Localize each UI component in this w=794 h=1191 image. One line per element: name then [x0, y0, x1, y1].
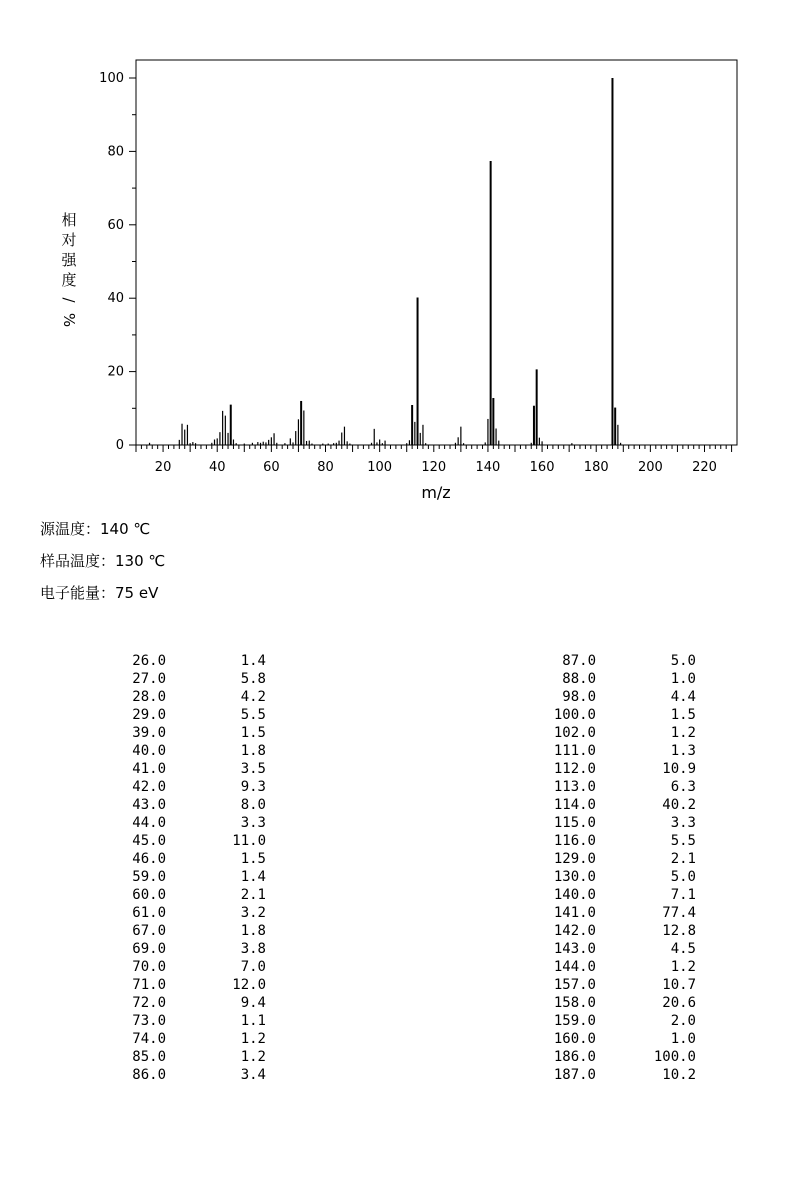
mz-value: 40.0: [132, 743, 166, 759]
intensity-value: 1.0: [670, 671, 696, 687]
table-row: [520, 1066, 710, 1084]
mz-value: 130.0: [553, 869, 596, 885]
mz-value: 113.0: [553, 779, 596, 795]
intensity-value: 12.8: [662, 923, 696, 939]
mz-value: 186.0: [553, 1049, 596, 1065]
table-row: [520, 850, 710, 868]
x-tick-label: 200: [637, 460, 663, 475]
mz-value: 46.0: [132, 851, 166, 867]
mz-value: 129.0: [553, 851, 596, 867]
intensity-value: 7.0: [240, 959, 266, 975]
mz-value: 28.0: [132, 689, 166, 705]
mz-value: 116.0: [553, 833, 596, 849]
mz-value: 114.0: [553, 797, 596, 813]
intensity-value: 2.1: [240, 887, 266, 903]
y-axis: [99, 71, 136, 453]
table-row: [100, 994, 280, 1012]
table-row: [520, 688, 710, 706]
table-row: [100, 958, 280, 976]
y-tick-label: 60: [107, 217, 124, 233]
table-row: [520, 922, 710, 940]
mz-value: 143.0: [553, 941, 596, 957]
table-row: [100, 742, 280, 760]
mz-value: 140.0: [553, 887, 596, 903]
intensity-value: 1.0: [670, 1031, 696, 1047]
table-row: [520, 940, 710, 958]
intensity-value: 1.3: [670, 743, 696, 759]
plot-frame: [136, 60, 737, 445]
x-tick-label: 120: [421, 460, 447, 475]
intensity-value: 1.5: [240, 851, 266, 867]
intensity-value: 1.2: [240, 1031, 266, 1047]
mz-value: 69.0: [132, 941, 166, 957]
intensity-value: 10.9: [662, 761, 696, 777]
x-tick-label: 180: [583, 460, 609, 475]
mz-value: 86.0: [132, 1067, 166, 1083]
intensity-value: 10.7: [662, 977, 696, 993]
intensity-value: 1.2: [670, 725, 696, 741]
y-tick-label: 100: [99, 71, 124, 86]
table-row: [520, 796, 710, 814]
y-axis-label-char: 对: [61, 231, 77, 249]
table-row: [520, 994, 710, 1012]
mz-value: 27.0: [132, 671, 166, 687]
y-axis-label-char: 强: [61, 251, 77, 269]
peak-bars: [150, 78, 621, 445]
x-tick-label: 100: [367, 460, 393, 475]
table-row: [100, 724, 280, 742]
table-row: [100, 814, 280, 832]
table-row: [100, 760, 280, 778]
x-tick-label: 20: [154, 460, 172, 475]
table-row: [100, 778, 280, 796]
table-row: [100, 652, 280, 670]
intensity-value: 1.1: [240, 1013, 266, 1029]
mz-value: 157.0: [553, 977, 596, 993]
table-row: [100, 1012, 280, 1030]
intensity-value: 1.4: [240, 869, 266, 885]
table-row: [520, 760, 710, 778]
sample-temperature: 样品温度：130 ℃: [40, 552, 166, 570]
intensity-value: 77.4: [662, 905, 696, 921]
intensity-value: 2.0: [670, 1013, 696, 1029]
mz-value: 88.0: [562, 671, 596, 687]
intensity-value: 5.0: [670, 869, 696, 885]
table-row: [520, 724, 710, 742]
intensity-value: 1.5: [240, 725, 266, 741]
y-axis-label-char: /: [60, 297, 78, 303]
table-row: [520, 670, 710, 688]
peak-table-right: [520, 652, 710, 1092]
mass-spectrum-chart: [0, 0, 794, 510]
intensity-value: 6.3: [670, 779, 696, 795]
table-row: [100, 922, 280, 940]
mz-value: 187.0: [553, 1067, 596, 1083]
table-row: [100, 832, 280, 850]
mz-value: 74.0: [132, 1031, 166, 1047]
intensity-value: 11.0: [232, 833, 266, 849]
intensity-value: 9.3: [240, 779, 266, 795]
table-row: [100, 796, 280, 814]
mz-value: 29.0: [132, 707, 166, 723]
mz-value: 100.0: [553, 707, 596, 723]
y-tick-label: 0: [115, 438, 124, 453]
intensity-value: 5.5: [240, 707, 266, 723]
intensity-value: 3.5: [240, 761, 266, 777]
intensity-value: 1.8: [240, 923, 266, 939]
x-axis-label: m/z: [421, 483, 451, 502]
intensity-value: 1.4: [240, 653, 266, 669]
table-row: [520, 832, 710, 850]
mz-value: 70.0: [132, 959, 166, 975]
intensity-value: 2.1: [670, 851, 696, 867]
intensity-value: 20.6: [662, 995, 696, 1011]
mz-value: 158.0: [553, 995, 596, 1011]
table-row: [100, 1048, 280, 1066]
mz-value: 59.0: [132, 869, 166, 885]
intensity-value: 1.5: [670, 707, 696, 723]
mz-value: 102.0: [553, 725, 596, 741]
mz-value: 111.0: [553, 743, 596, 759]
electron-energy: 电子能量：75 eV: [40, 584, 159, 602]
intensity-value: 3.3: [240, 815, 266, 831]
peak-table-left: [100, 652, 280, 1092]
intensity-value: 5.5: [670, 833, 696, 849]
intensity-value: 100.0: [653, 1049, 696, 1065]
intensity-value: 1.8: [240, 743, 266, 759]
mz-value: 112.0: [553, 761, 596, 777]
table-row: [520, 814, 710, 832]
table-row: [520, 1030, 710, 1048]
mz-value: 98.0: [562, 689, 596, 705]
table-row: [100, 850, 280, 868]
table-row: [100, 670, 280, 688]
intensity-value: 3.4: [240, 1067, 266, 1083]
table-row: [100, 886, 280, 904]
intensity-value: 5.0: [670, 653, 696, 669]
intensity-value: 5.8: [240, 671, 266, 687]
mz-value: 85.0: [132, 1049, 166, 1065]
mz-value: 45.0: [132, 833, 166, 849]
y-tick-label: 20: [107, 364, 124, 380]
mz-value: 44.0: [132, 815, 166, 831]
x-tick-label: 60: [263, 460, 280, 475]
mz-value: 160.0: [553, 1031, 596, 1047]
source-temperature: 源温度：140 ℃: [40, 520, 151, 538]
table-row: [520, 706, 710, 724]
mz-value: 71.0: [132, 977, 166, 993]
intensity-value: 40.2: [662, 797, 696, 813]
table-row: [100, 940, 280, 958]
y-axis-label-char: 度: [61, 271, 77, 289]
intensity-value: 1.2: [670, 959, 696, 975]
table-row: [100, 688, 280, 706]
mz-value: 159.0: [553, 1013, 596, 1029]
table-row: [520, 958, 710, 976]
table-row: [100, 904, 280, 922]
table-row: [520, 1012, 710, 1030]
y-axis-label-char: 相: [61, 211, 77, 229]
mz-value: 61.0: [132, 905, 166, 921]
mz-value: 60.0: [132, 887, 166, 903]
table-row: [520, 1048, 710, 1066]
intensity-value: 3.3: [670, 815, 696, 831]
mz-value: 43.0: [132, 797, 166, 813]
intensity-value: 3.2: [240, 905, 266, 921]
x-tick-label: 220: [692, 460, 717, 475]
x-axis: [136, 445, 732, 475]
mz-value: 87.0: [562, 653, 596, 669]
table-row: [520, 868, 710, 886]
table-row: [520, 886, 710, 904]
table-row: [100, 1030, 280, 1048]
table-row: [100, 706, 280, 724]
table-row: [100, 976, 280, 994]
mz-value: 144.0: [553, 959, 596, 975]
x-tick-label: 40: [208, 460, 226, 475]
x-tick-label: 140: [475, 460, 501, 475]
mz-value: 115.0: [553, 815, 596, 831]
intensity-value: 4.2: [240, 689, 266, 705]
intensity-value: 3.8: [240, 941, 266, 957]
table-row: [100, 1066, 280, 1084]
intensity-value: 9.4: [240, 995, 266, 1011]
mz-value: 141.0: [553, 905, 596, 921]
intensity-value: 4.5: [670, 941, 696, 957]
mz-value: 142.0: [553, 923, 596, 939]
table-row: [520, 652, 710, 670]
intensity-value: 12.0: [232, 977, 266, 993]
mz-value: 26.0: [132, 653, 166, 669]
mz-value: 41.0: [132, 761, 166, 777]
intensity-value: 10.2: [662, 1067, 696, 1083]
x-tick-label: 160: [529, 460, 555, 475]
intensity-value: 4.4: [670, 689, 696, 705]
mz-value: 67.0: [132, 923, 166, 939]
y-axis-label: [60, 211, 78, 327]
mz-value: 72.0: [132, 995, 166, 1011]
mz-value: 42.0: [132, 779, 166, 795]
table-row: [520, 904, 710, 922]
x-tick-label: 80: [317, 460, 334, 475]
intensity-value: 8.0: [240, 797, 266, 813]
mz-value: 73.0: [132, 1013, 166, 1029]
y-tick-label: 80: [107, 144, 124, 160]
intensity-value: 1.2: [240, 1049, 266, 1065]
table-row: [520, 976, 710, 994]
table-row: [520, 742, 710, 760]
mz-value: 39.0: [132, 725, 166, 741]
y-tick-label: 40: [107, 291, 124, 307]
intensity-value: 7.1: [670, 887, 696, 903]
y-axis-label-char: %: [60, 312, 78, 328]
table-row: [520, 778, 710, 796]
table-row: [100, 868, 280, 886]
